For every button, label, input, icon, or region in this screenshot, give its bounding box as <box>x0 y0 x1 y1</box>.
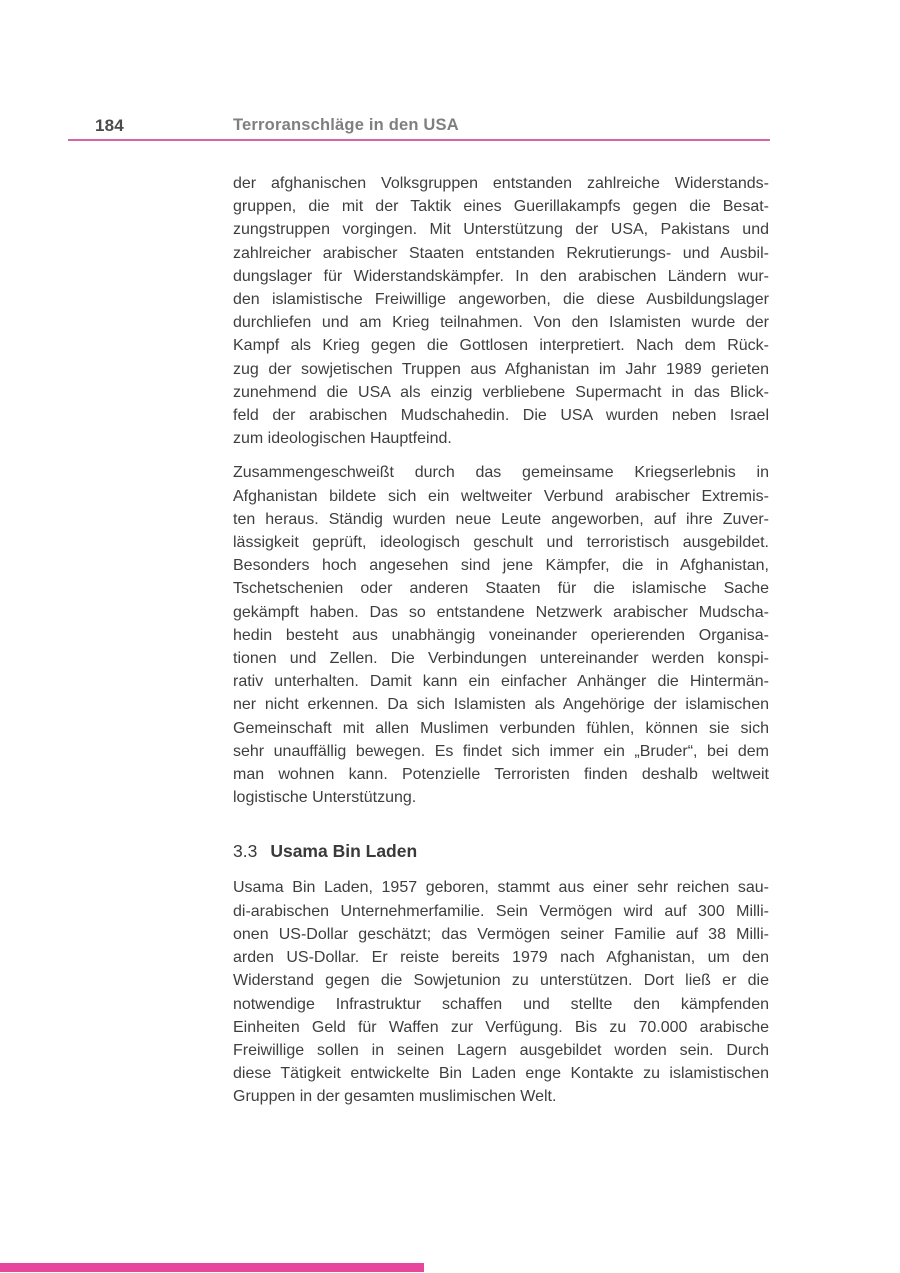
text-line: diese Tätigkeit entwickelte Bin Laden enge Kontakte zu islamistischen <box>233 1065 769 1083</box>
text-line: gekämpft haben. Das so entstandene Netzwerk arabischer Mudscha- <box>233 603 769 621</box>
text-line: gruppen, die mit der Taktik eines Guerillakampfs gegen die Besat- <box>233 198 769 216</box>
text-line: zunehmend die USA als einzig verbliebene Supermacht in das Blick- <box>233 383 769 401</box>
text-line: di-arabischen Unternehmerfamilie. Sein Vermögen wird auf 300 Milli- <box>233 902 769 920</box>
text-line: rativ unterhalten. Damit kann ein einfacher Anhänger die Hintermän- <box>233 673 769 691</box>
paragraph <box>233 461 769 809</box>
text-line: tionen und Zellen. Die Verbindungen untereinander werden konspi- <box>233 650 769 668</box>
text-line: notwendige Infrastruktur schaffen und stellte den kämpfenden <box>233 995 769 1013</box>
text-line: Widerstand gegen die Sowjetunion zu unterstützen. Dort ließ er die <box>233 972 769 990</box>
page-number: 184 <box>95 116 124 135</box>
text-line: arden US-Dollar. Er reiste bereits 1979 nach Afghanistan, um den <box>233 949 769 967</box>
text-line: Besonders hoch angesehen sind jene Kämpfer, die in Afghanistan, <box>233 557 769 575</box>
text-line: zum ideologischen Hauptfeind. <box>233 430 452 448</box>
footer-accent-bar <box>0 1263 424 1272</box>
text-line: Zusammengeschweißt durch das gemeinsame Kriegserlebnis in <box>233 464 769 482</box>
text-line: sehr unauffällig bewegen. Es findet sich immer ein „Bruder“, bei dem <box>233 742 769 760</box>
text-line: feld der arabischen Mudschahedin. Die USA wurden neben Israel <box>233 407 769 425</box>
section-heading <box>233 839 769 863</box>
text-line: Usama Bin Laden, 1957 geboren, stammt aus einer sehr reichen sau- <box>233 879 769 897</box>
text-line: onen US-Dollar geschätzt; das Vermögen seiner Familie auf 38 Milli- <box>233 925 769 943</box>
text-line: lässigkeit geprüft, ideologisch geschult und terroristisch ausgebildet. <box>233 534 769 552</box>
text-line: Kampf als Krieg gegen die Gottlosen interpretiert. Nach dem Rück- <box>233 337 769 355</box>
text-line: Gruppen in der gesamten muslimischen Welt. <box>233 1088 557 1106</box>
text-line: ten heraus. Ständig wurden neue Leute angeworben, auf ihre Zuver- <box>233 510 769 528</box>
paragraph <box>233 876 769 1108</box>
section-number: 3.3 <box>233 841 258 862</box>
text-line: Afghanistan bildete sich ein weltweiter Verbund arabischer Extremis- <box>233 487 769 505</box>
text-line: Einheiten Geld für Waffen zur Verfügung. Bis zu 70.000 arabische <box>233 1018 769 1036</box>
text-line: zahlreicher arabischer Staaten entstanden Rekrutierungs- und Ausbil- <box>233 244 769 262</box>
text-line: Freiwillige sollen in seinen Lagern ausgebildet worden sein. Durch <box>233 1041 769 1059</box>
text-line: logistische Unterstützung. <box>233 789 417 807</box>
running-head-title: Terroranschläge in den USA <box>233 116 459 134</box>
section-title: Usama Bin Laden <box>270 841 418 862</box>
text-line: der afghanischen Volksgruppen entstanden zahlreiche Widerstands- <box>233 175 769 192</box>
paragraph <box>233 172 769 450</box>
text-line: man wohnen kann. Potenzielle Terroristen finden deshalb weltweit <box>233 766 769 784</box>
text-line: dungslager für Widerstandskämpfer. In den arabischen Ländern wur- <box>233 267 769 285</box>
header-rule <box>68 139 770 141</box>
text-line: ner nicht erkennen. Da sich Islamisten als Angehörige der islamischen <box>233 696 769 714</box>
content-column <box>233 172 769 1120</box>
text-line: Tschetschenien oder anderen Staaten für die islamische Sache <box>233 580 769 598</box>
text-line: Gemeinschaft mit allen Muslimen verbunden fühlen, können sie sich <box>233 719 769 737</box>
text-line: hedin besteht aus unabhängig voneinander operierenden Organisa- <box>233 626 769 644</box>
text-line: den islamistische Freiwillige angeworben, die diese Ausbildungslager <box>233 291 769 309</box>
text-line: zungstruppen vorgingen. Mit Unterstützung der USA, Pakistans und <box>233 221 769 239</box>
text-line: zug der sowjetischen Truppen aus Afghanistan im Jahr 1989 gerieten <box>233 360 769 378</box>
text-line: durchliefen und am Krieg teilnahmen. Von den Islamisten wurde der <box>233 314 769 332</box>
